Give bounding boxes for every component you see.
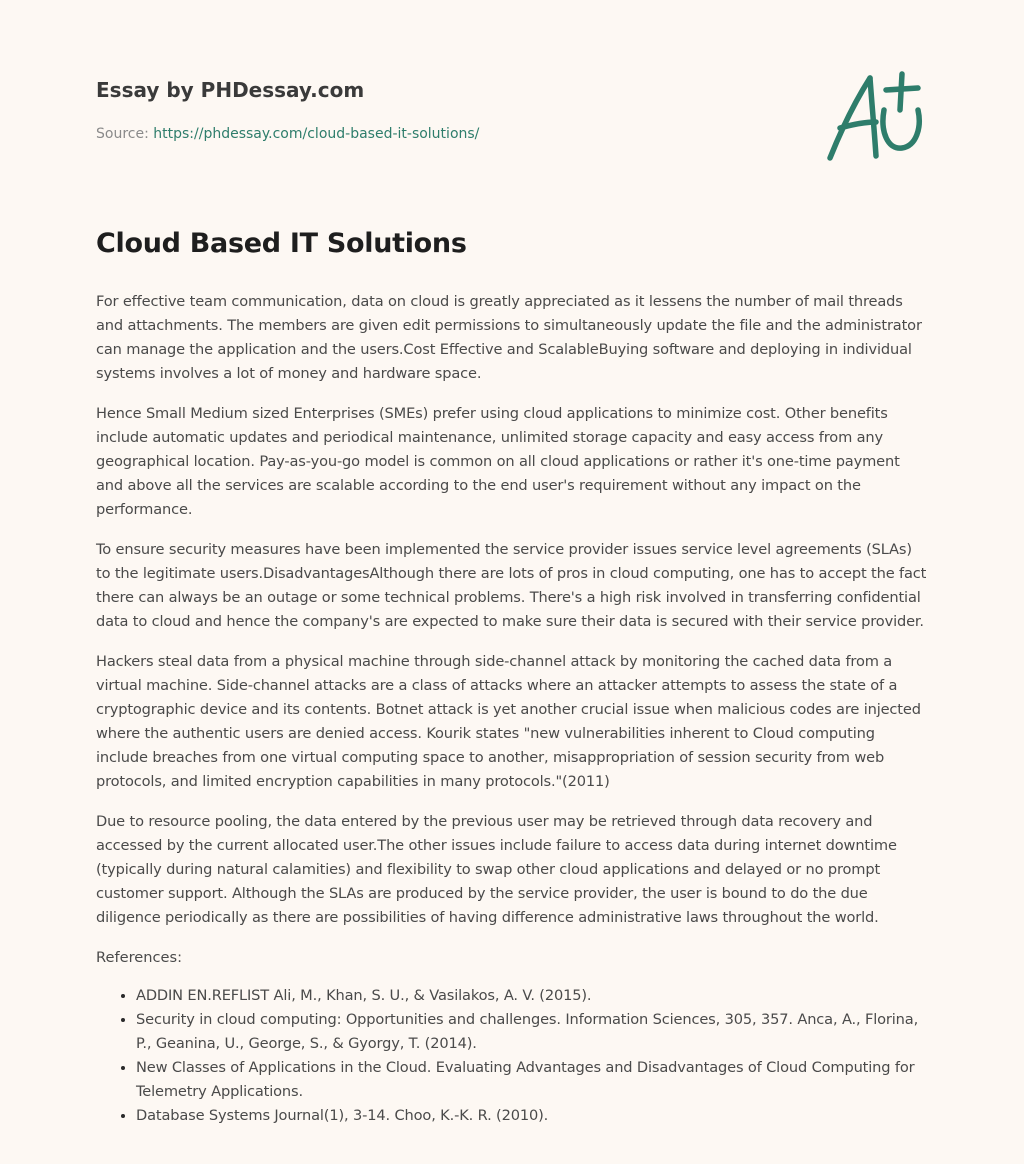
source-line (96, 124, 736, 144)
reference-item: • Database Systems Journal(1), 3-14. Choo, K.-K. R. (2010). (136, 1104, 928, 1128)
a-plus-logo-icon (822, 66, 930, 166)
reference-item: • Security in cloud computing: Opportunities and challenges. Information Sciences, 305, 357. Anca, A., Florina, P., Geanina, U., George, S., & Gyorgy, T. (2014). (136, 1008, 928, 1056)
article-paragraph: To ensure security measures have been implemented the service provider issues service level agreements (SLAs) to the legitimate users.DisadvantagesAlthough there are lots of pros in cloud computing, one has to accept the fact there can always be an outage or some technical problems. There's a high risk involved in transferring confidential data to cloud and hence the company's are expected to make sure their data is secured with their service provider. (96, 541, 927, 630)
references-list (96, 984, 928, 1128)
source-label: Source: (96, 126, 154, 142)
references-heading: References: (96, 949, 183, 966)
article-title: Cloud Based IT Solutions (96, 228, 467, 259)
source-link[interactable]: https://phdessay.com/cloud-based-it-solutions/ (153, 126, 480, 142)
article-paragraph: For effective team communication, data on cloud is greatly appreciated as it lessens the number of mail threads and attachments. The members are given edit permissions to simultaneously update the file and the administrator can manage the application and the users.Cost Effective and ScalableBuying software and deploying in individual systems involves a lot of money and hardware space. (96, 293, 922, 382)
site-brand: Essay by PHDessay.com (96, 78, 365, 102)
reference-item: • ADDIN EN.REFLIST Ali, M., Khan, S. U., & Vasilakos, A. V. (2015). (136, 984, 928, 1008)
article-paragraph: Due to resource pooling, the data entered by the previous user may be retrieved through data recovery and accessed by the current allocated user.The other issues include failure to access data during internet downtime (typically during natural calamities) and flexibility to swap other cloud applications and delayed or no prompt customer support. Although the SLAs are produced by the service provider, the user is bound to do the due diligence periodically as there are possibilities of having difference administrative laws throughout the world. (96, 813, 897, 926)
page-header (96, 76, 736, 144)
reference-item: • New Classes of Applications in the Cloud. Evaluating Advantages and Disadvantages of Cloud Computing for Telemetry Applications. (136, 1056, 928, 1104)
article (96, 224, 928, 1128)
article-paragraph: Hackers steal data from a physical machine through side-channel attack by monitoring the cached data from a virtual machine. Side-channel attacks are a class of attacks where an attacker attempts to assess the state of a cryptographic device and its contents. Botnet attack is yet another crucial issue when malicious codes are injected where the authentic users are denied access. Kourik states "new vulnerabilities inherent to Cloud computing include breaches from one virtual computing space to another, misappropriation of session security from web protocols, and limited encryption capabilities in many protocols."(2011) (96, 653, 921, 790)
article-paragraph: Hence Small Medium sized Enterprises (SMEs) prefer using cloud applications to minimize cost. Other benefits include automatic updates and periodical maintenance, unlimited storage capacity and easy access from any geographical location. Pay-as-you-go model is common on all cloud applications or rather it's one-time payment and above all the services are scalable according to the end user's requirement without any impact on the performance. (96, 405, 900, 518)
